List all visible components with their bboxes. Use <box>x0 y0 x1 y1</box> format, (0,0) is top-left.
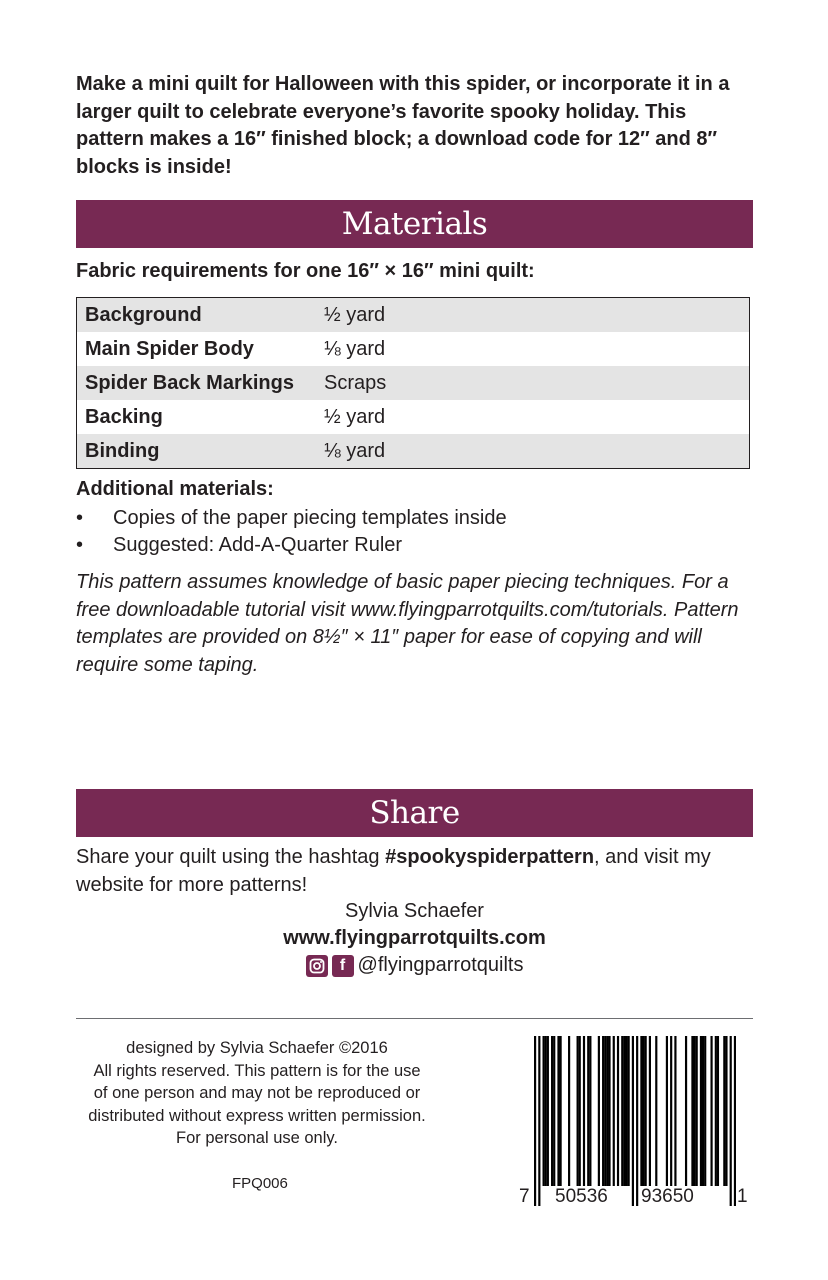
barcode-bar <box>710 1036 712 1186</box>
table-row <box>77 400 749 434</box>
barcode-bar <box>702 1036 704 1186</box>
barcode-bar <box>734 1036 736 1206</box>
barcode-bar <box>560 1036 562 1186</box>
barcode-bar <box>623 1036 625 1186</box>
barcode-bar <box>642 1036 644 1186</box>
bullet-icon: • <box>76 534 84 556</box>
fabric-amount: ½ yard <box>324 405 386 428</box>
legal-line: distributed without express written permission. <box>88 1106 426 1125</box>
barcode-bar <box>613 1036 615 1186</box>
barcode-bar <box>628 1036 630 1186</box>
legal-notice <box>76 1037 438 1150</box>
barcode-bar <box>547 1036 549 1186</box>
barcode-bar <box>568 1036 570 1186</box>
list-item-text: Suggested: Add-A-Quarter Ruler <box>113 534 403 556</box>
barcode-bar <box>577 1036 579 1186</box>
table-row <box>77 434 749 468</box>
fabric-name: Backing <box>85 405 163 428</box>
barcode-bar <box>666 1036 668 1186</box>
barcode-bar <box>685 1036 687 1186</box>
legal-line: of one person and may not be reproduced or <box>93 1084 421 1102</box>
fabric-table <box>76 297 750 469</box>
facebook-icon[interactable]: f <box>332 955 354 977</box>
fabric-amount: ½ yard <box>324 303 386 326</box>
barcode-bar <box>691 1036 693 1186</box>
barcode-bar <box>715 1036 717 1186</box>
author-name: Sylvia Schaefer <box>345 900 484 922</box>
barcode-digits-right: 93650 <box>641 1186 694 1207</box>
barcode-bar <box>696 1036 698 1186</box>
fabric-amount: ⅛ yard <box>324 439 386 462</box>
barcode-bar <box>587 1036 589 1186</box>
barcode-digit-last: 1 <box>737 1186 748 1207</box>
list-item <box>76 532 507 559</box>
fabric-amount: ⅛ yard <box>324 337 386 360</box>
share-text-after: , and visit my website for more patterns! <box>76 846 711 896</box>
share-banner: Share <box>76 789 753 837</box>
share-text-before: Share your quilt using the hashtag <box>76 846 386 868</box>
barcode-bar <box>649 1036 651 1186</box>
technique-note: This pattern assumes knowledge of basic paper piecing techniques. For a free downloadable tutorial visit www.flyingparrotquilts.com/tutorials. Pattern templates are provided on 8½″ × 11″ paper for ease of copying and will require some taping. <box>76 571 739 676</box>
website-link[interactable]: www.flyingparrotquilts.com <box>283 927 546 949</box>
barcode-bar <box>608 1036 610 1186</box>
fabric-name: Background <box>85 303 202 326</box>
fabric-amount: Scraps <box>324 371 387 394</box>
barcode-bar <box>602 1036 604 1186</box>
barcode-bar <box>553 1036 555 1186</box>
barcode-bar <box>617 1036 619 1186</box>
barcode-bar <box>551 1036 553 1186</box>
barcode-digits-left: 50536 <box>555 1186 608 1207</box>
barcode-bar <box>670 1036 672 1186</box>
instagram-icon[interactable] <box>306 955 328 977</box>
barcode <box>518 1036 750 1212</box>
barcode-bar <box>538 1036 540 1206</box>
sku-code: FPQ006 <box>232 1175 288 1192</box>
barcode-bar <box>730 1036 732 1206</box>
barcode-bar <box>674 1036 676 1186</box>
barcode-bar <box>717 1036 719 1186</box>
barcode-bar <box>700 1036 702 1186</box>
table-row <box>77 332 749 366</box>
barcode-bar <box>655 1036 657 1186</box>
legal-line: designed by Sylvia Schaefer ©2016 <box>126 1039 388 1057</box>
barcode-bar <box>632 1036 634 1206</box>
fabric-name: Spider Back Markings <box>85 371 294 394</box>
barcode-bar <box>723 1036 725 1186</box>
barcode-bar <box>604 1036 606 1186</box>
barcode-bar <box>543 1036 545 1186</box>
hashtag: #spookyspiderpattern <box>385 846 595 868</box>
barcode-bar <box>545 1036 547 1186</box>
table-row <box>77 298 749 332</box>
barcode-bar <box>589 1036 591 1186</box>
materials-banner: Materials <box>76 200 753 248</box>
barcode-bar <box>640 1036 642 1186</box>
intro-paragraph: Make a mini quilt for Halloween with this spider, or incorporate it in a larger quilt to celebrate everyone’s favorite spooky holiday. This pattern makes a 16″ finished block; a download code for 12″ and 8″ blocks is inside! <box>76 73 730 178</box>
barcode-bar <box>598 1036 600 1186</box>
bullet-icon: • <box>76 507 84 529</box>
social-handle-row <box>76 954 753 977</box>
legal-line: For personal use only. <box>175 1129 339 1147</box>
barcode-bar <box>534 1036 536 1206</box>
divider <box>76 1018 753 1019</box>
fabric-requirements-heading: Fabric requirements for one 16″ × 16″ mini quilt: <box>76 260 535 282</box>
fabric-name: Binding <box>85 439 160 462</box>
additional-materials-heading: Additional materials: <box>76 478 274 500</box>
barcode-bar <box>725 1036 727 1186</box>
list-item <box>76 505 507 532</box>
legal-line: All rights reserved. This pattern is for the use <box>93 1061 421 1080</box>
barcode-bar <box>625 1036 627 1186</box>
barcode-bar <box>606 1036 608 1186</box>
barcode-digit-first: 7 <box>519 1186 530 1207</box>
additional-materials-list <box>76 505 507 559</box>
share-text <box>76 843 766 899</box>
barcode-bar <box>557 1036 559 1186</box>
barcode-bar <box>579 1036 581 1186</box>
barcode-bar <box>621 1036 623 1186</box>
barcode-bar <box>583 1036 585 1186</box>
barcode-bars <box>534 1036 736 1206</box>
barcode-bar <box>704 1036 706 1186</box>
barcode-bar <box>693 1036 695 1186</box>
social-handle[interactable]: @flyingparrotquilts <box>357 954 524 976</box>
barcode-bar <box>636 1036 638 1206</box>
barcode-bar <box>645 1036 647 1186</box>
table-row <box>77 366 749 400</box>
list-item-text: Copies of the paper piecing templates inside <box>113 507 507 529</box>
fabric-name: Main Spider Body <box>85 337 254 360</box>
